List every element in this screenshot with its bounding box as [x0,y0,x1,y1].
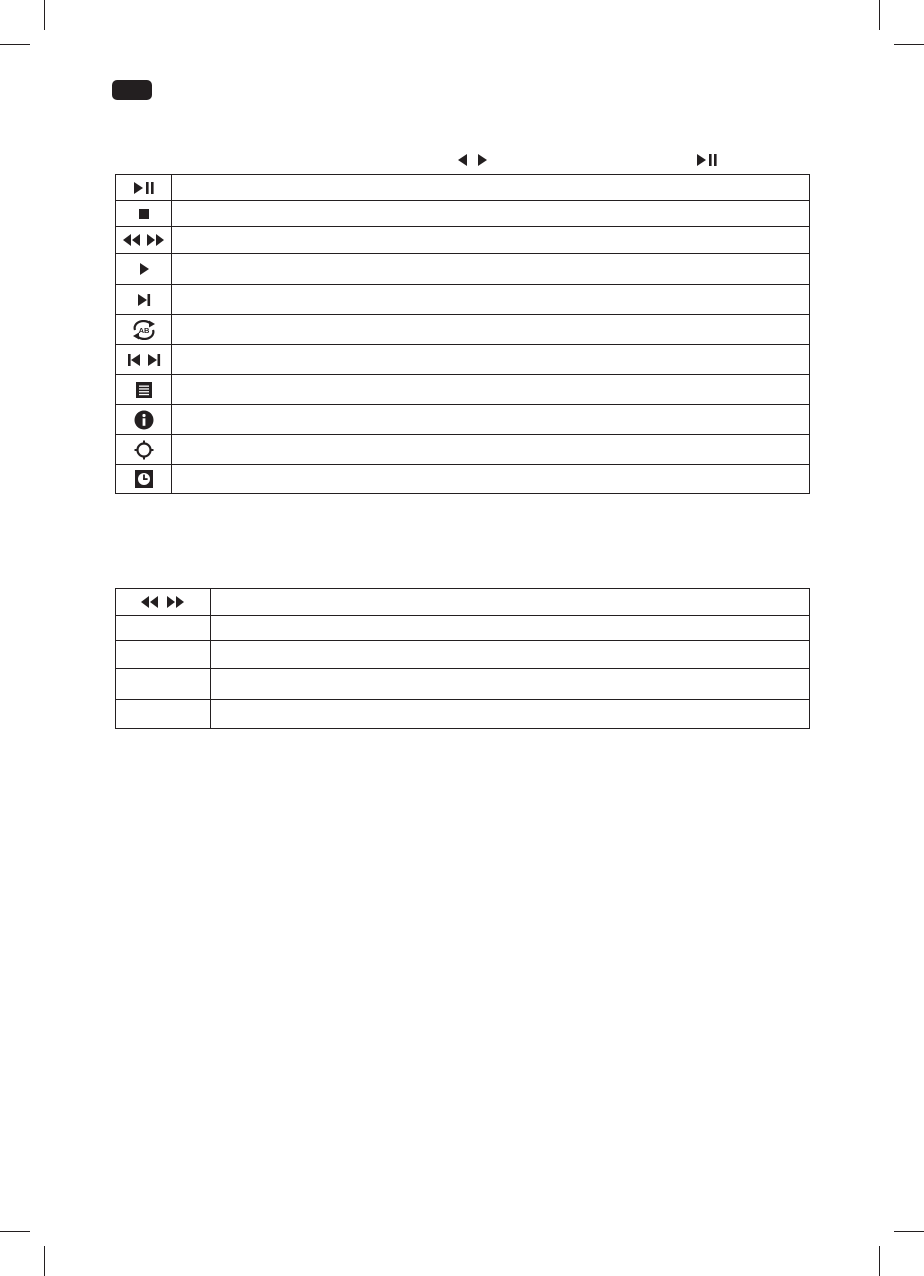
menu-list-icon [116,375,172,405]
crop-mark-top-right-vertical [879,0,880,30]
table-row [116,345,810,375]
table-row [116,435,810,465]
rewind-fast-forward-icon [116,227,172,254]
language-badge [112,80,152,100]
row-description [211,589,810,616]
row-description [172,315,810,345]
table-row [116,465,810,494]
play-icon [116,254,172,285]
table-row [116,201,810,227]
table-row [116,175,810,201]
row-description [172,175,810,201]
table-row [116,641,810,669]
rewind-fast-forward-icon [116,589,211,616]
table-row [116,285,810,315]
crop-mark-bottom-left-vertical [44,1246,45,1276]
crop-mark-top-left-vertical [44,0,45,30]
row-label [116,700,211,729]
row-description [172,435,810,465]
stop-icon [116,201,172,227]
table-row [116,405,810,435]
table-row [116,375,810,405]
row-label [116,616,211,641]
table-row [116,589,810,616]
row-description [172,285,810,315]
row-description [172,254,810,285]
controls-table [115,174,810,494]
row-description [172,227,810,254]
table-row [116,669,810,700]
table-row [116,616,810,641]
row-description [211,669,810,700]
crop-mark-top-left-horizontal [0,44,30,45]
table-row [116,227,810,254]
step-forward-icon [116,285,172,315]
table-row [116,254,810,285]
row-description [172,345,810,375]
nav-arrows-icon [456,150,490,170]
previous-next-icon [116,345,172,375]
row-description [211,616,810,641]
row-description [211,700,810,729]
settings-icon [116,435,172,465]
table-row [116,315,810,345]
info-icon [116,405,172,435]
row-description [172,375,810,405]
repeat-ab-icon [116,315,172,345]
crop-mark-top-right-horizontal [894,44,924,45]
row-label [116,669,211,700]
row-description [172,405,810,435]
search-speed-table [115,588,810,729]
row-description [172,465,810,494]
crop-mark-bottom-right-vertical [879,1246,880,1276]
row-label [116,641,211,669]
crop-mark-bottom-left-horizontal [0,1231,30,1232]
crop-mark-bottom-right-horizontal [894,1231,924,1232]
table-row [116,700,810,729]
row-description [172,201,810,227]
play-pause-icon [116,175,172,201]
svg-text:AB: AB [138,325,149,335]
play-pause-icon [694,150,720,170]
row-description [211,641,810,669]
timer-clock-icon [116,465,172,494]
